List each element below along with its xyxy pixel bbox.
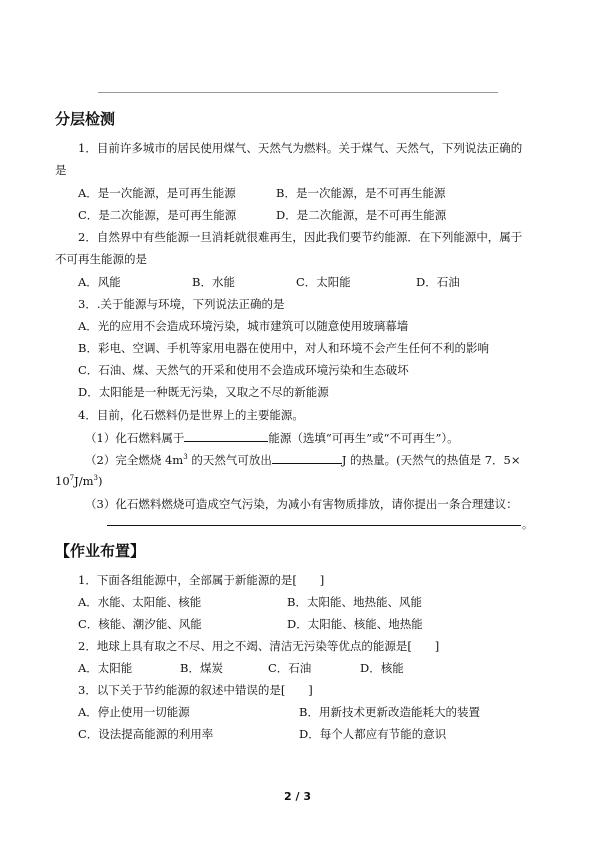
q3-option-b: B．彩电、空调、手机等家用电器在使用中，对人和环境不会产生任何不利的影响 bbox=[78, 341, 489, 355]
q1-option-a: A．是一次能源，是可再生能源 bbox=[78, 186, 236, 200]
q3-option-d: D．太阳能是一种既无污染，又取之不尽的新能源 bbox=[78, 385, 329, 399]
q3-option-c: C．石油、煤、天然气的开采和使用不会造成环境污染和生态破坏 bbox=[78, 363, 409, 377]
q4-part2-d-mid: J/m bbox=[74, 474, 94, 488]
q4-part2-sup: 3 bbox=[183, 453, 188, 462]
hw-q3-option-d: D．每个人都应有节能的意识 bbox=[299, 727, 447, 741]
page-number: 2 / 3 bbox=[284, 790, 311, 803]
q4-part2-cont bbox=[55, 474, 102, 488]
q4-part1 bbox=[85, 430, 459, 445]
q4-part1-text-b: 能源（选填“可再生”或“不可再生”）。 bbox=[268, 431, 459, 445]
hw-q2-option-c: C．石油 bbox=[268, 661, 312, 675]
q1-stem: 1．目前许多城市的居民使用煤气、天然气为燃料。关于煤气、天然气，下列说法正确的 bbox=[78, 141, 523, 155]
q4-part3: （3）化石燃料燃烧可造成空气污染，为减小有害物质排放，请你提出一条合理建议： bbox=[85, 497, 518, 511]
q3-option-a: A．光的应用不会造成环境污染，城市建筑可以随意使用玻璃幕墙 bbox=[78, 319, 409, 333]
q3-stem: 3．.关于能源与环境，下列说法正确的是 bbox=[78, 297, 285, 311]
hw-q2-stem: 2．地球上具有取之不尽、用之不竭、清洁无污染等优点的能源是[ ] bbox=[78, 639, 440, 653]
q2-stem-cont: 不可再生能源的是 bbox=[55, 252, 147, 266]
hw-q3-option-b: B．用新技术更新改造能耗大的装置 bbox=[299, 705, 480, 719]
q1-option-b: B．是一次能源，是不可再生能源 bbox=[276, 186, 446, 200]
q1-option-c: C．是二次能源，是可再生能源 bbox=[78, 208, 237, 222]
hw-q2-option-b: B．煤炭 bbox=[180, 661, 223, 675]
hw-q1-stem: 1．下面各组能源中，全部属于新能源的是[ ] bbox=[78, 573, 325, 587]
header-rule bbox=[98, 92, 498, 93]
q2-stem: 2．自然界中有些能源一旦消耗就很难再生，因此我们要节约能源．在下列能源中，属于 bbox=[78, 230, 523, 244]
q2-option-c: C．太阳能 bbox=[296, 275, 351, 289]
q4-part1-text-a: （1）化石燃料属于 bbox=[85, 431, 185, 445]
hw-q3-stem: 3．以下关于节约能源的叙述中错误的是[ ] bbox=[78, 683, 313, 697]
hw-q2-option-d: D．核能 bbox=[360, 661, 404, 675]
hw-q3-option-a: A．停止使用一切能源 bbox=[78, 705, 190, 719]
hw-q1-option-a: A．水能、太阳能、核能 bbox=[78, 595, 202, 609]
hw-q3-option-c: C．设法提高能源的利用率 bbox=[78, 727, 214, 741]
q4-part2-answer-blank[interactable] bbox=[272, 452, 342, 464]
hw-q2-option-a: A．太阳能 bbox=[78, 661, 133, 675]
q4-part2-d-sup: 7 bbox=[69, 474, 75, 483]
hw-q1-option-d: D．太阳能、核能、地热能 bbox=[287, 617, 423, 631]
q4-part2-text-a: （2）完全燃烧 4m bbox=[85, 453, 184, 467]
q4-part2-d-base: 10 bbox=[55, 474, 70, 488]
q2-option-a: A．风能 bbox=[78, 275, 121, 289]
q4-part2 bbox=[85, 452, 521, 467]
q4-part2-d-sup2: 3 bbox=[93, 474, 98, 483]
q4-part3-end-mark: 。 bbox=[522, 518, 533, 531]
q4-part1-answer-blank[interactable] bbox=[184, 430, 268, 442]
q4-part2-text-b: 的天然气可放出 bbox=[187, 453, 272, 467]
hw-q1-option-b: B．太阳能、地热能、风能 bbox=[287, 595, 422, 609]
q1-stem-cont: 是 bbox=[55, 163, 67, 177]
section-title-homework: 【作业布置】 bbox=[55, 542, 146, 560]
q4-stem: 4．目前，化石燃料仍是世界上的主要能源。 bbox=[78, 408, 304, 422]
q2-option-d: D．石油 bbox=[416, 275, 460, 289]
hw-q1-option-c: C．核能、潮汐能、风能 bbox=[78, 617, 202, 631]
q4-part2-text-c: J 的热量。(天然气的热值是 7．5× bbox=[341, 453, 521, 467]
q1-option-d: D．是二次能源，是不可再生能源 bbox=[276, 208, 447, 222]
q2-option-b: B．水能 bbox=[192, 275, 235, 289]
q4-part2-d-end: ) bbox=[97, 474, 103, 488]
section-title-layered-test: 分层检测 bbox=[55, 110, 116, 128]
q4-part3-answer-line[interactable] bbox=[107, 525, 521, 526]
